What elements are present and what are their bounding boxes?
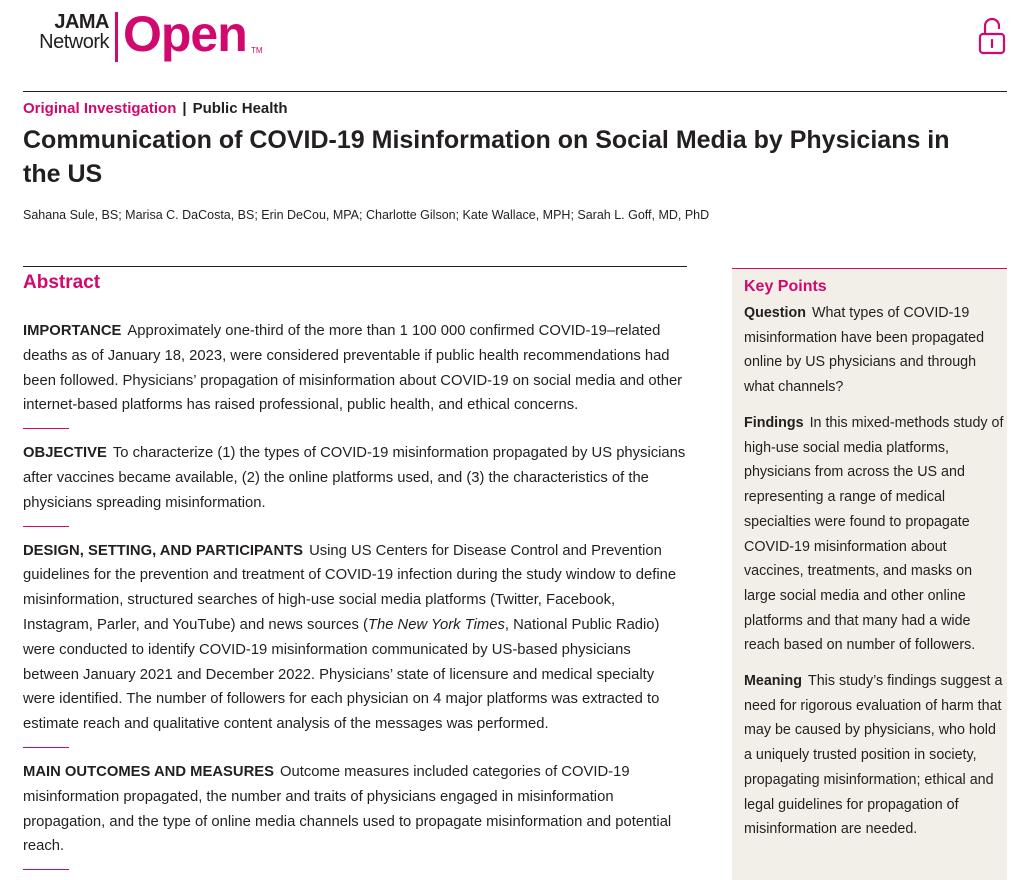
logo-network-text: Network bbox=[39, 31, 109, 53]
key-points-heading: Key Points bbox=[744, 278, 827, 295]
article-category-link[interactable]: Public Health bbox=[192, 100, 288, 117]
key-point-text: In this mixed-methods study of high-use social media platforms, physicians from across the US and representing a range of medical specialties were found to propagate COVID-19 misinformation about vaccines, treatments, and masks on large social media and other online platforms and that many had a wide reach based on number of followers. bbox=[744, 415, 1004, 654]
open-lock-icon[interactable] bbox=[978, 16, 1006, 56]
article-kicker bbox=[23, 100, 288, 118]
section-divider bbox=[23, 526, 69, 527]
section-label: IMPORTANCE bbox=[23, 323, 122, 339]
section-label: DESIGN, SETTING, AND PARTICIPANTS bbox=[23, 542, 304, 559]
abstract-design bbox=[23, 539, 687, 737]
key-point-meaning bbox=[744, 669, 1004, 842]
key-point-label: Findings bbox=[744, 415, 804, 431]
abstract-top-rule bbox=[23, 266, 687, 267]
header-rule bbox=[23, 91, 1007, 92]
section-text: Outcome measures included categories of COVID-19 misinformation propagated, the number and traits of physicians engaged in misinformation propagation, and the type of online media channels used to propagate misinformation and potential reach. bbox=[23, 763, 672, 855]
section-text: To characterize (1) the types of COVID-19 misinformation propagated by US physicians after vaccines became available, (2) the online platforms used, and (3) the characteristics of the physicians spreading misinformation. bbox=[23, 445, 686, 511]
section-label: MAIN OUTCOMES AND MEASURES bbox=[23, 763, 275, 780]
section-label: OBJECTIVE bbox=[23, 445, 107, 462]
section-divider bbox=[23, 747, 69, 748]
key-points-box bbox=[732, 268, 1007, 880]
section-text: Approximately one-third of the more than 1 100 000 confirmed COVID-19–related deaths as of January 18, 2023, were considered preventable if public health recommendations had been followed. Physicians’ propagation of misinformation about COVID-19 on social media and other internet-based platforms has raised professional, public health, and ethical concerns. bbox=[23, 323, 683, 414]
logo-jama-text: JAMA bbox=[54, 11, 109, 33]
kicker-separator: | bbox=[182, 100, 187, 117]
section-divider bbox=[23, 428, 69, 429]
abstract-objective bbox=[23, 441, 687, 515]
article-type-link[interactable]: Original Investigation bbox=[23, 100, 177, 117]
key-point-label: Question bbox=[744, 305, 806, 321]
key-point-text: What types of COVID-19 misinformation have been propagated online by US physicians and through what channels? bbox=[744, 305, 985, 396]
logo-trademark: TM bbox=[251, 46, 263, 55]
abstract bbox=[23, 266, 687, 870]
abstract-outcomes bbox=[23, 760, 687, 859]
logo-open-text: Open bbox=[123, 6, 247, 62]
key-point-question bbox=[744, 301, 1004, 400]
author-list: Sahana Sule, BS; Marisa C. DaCosta, BS; Erin DeCou, MPA; Charlotte Gilson; Kate Wallace, MPH; Sarah L. Goff, MD, PhD bbox=[23, 208, 710, 222]
section-divider bbox=[23, 869, 69, 870]
key-point-label: Meaning bbox=[744, 673, 802, 689]
section-text: Using US Centers for Disease Control and Prevention guidelines for the prevention and treatment of COVID-19 infection during the study window to define misinformation, structured searches of high-use social media platforms (Twitter, Facebook, Instagram, Parler, and YouTube) and news sources ( bbox=[23, 542, 677, 633]
abstract-heading: Abstract bbox=[23, 272, 101, 293]
abstract-importance bbox=[23, 319, 687, 418]
article-title: Communication of COVID-19 Misinformation on Social Media by Physicians in the US bbox=[23, 126, 950, 188]
key-point-text: This study’s findings suggest a need for rigorous evaluation of harm that may be caused by physicians, who hold a uniquely trusted position in society, propagating misinformation; ethical and legal guidelines for propagation of misinformation are needed. bbox=[744, 673, 1003, 838]
logo-divider bbox=[115, 12, 118, 62]
section-text: , National Public Radio) were conducted to identify COVID-19 misinformation communicated by US-based physicians between January 2021 and December 2022. Physicians’ state of licensure and medical specialty were identified. The number of followers for each physician on 4 major platforms was extracted to estimate reach and qualitative content analysis of the messages was performed. bbox=[23, 616, 660, 733]
key-point-findings bbox=[744, 411, 1004, 658]
logo-wordmark bbox=[23, 12, 109, 52]
section-text-italic: The New York Times bbox=[367, 616, 505, 633]
